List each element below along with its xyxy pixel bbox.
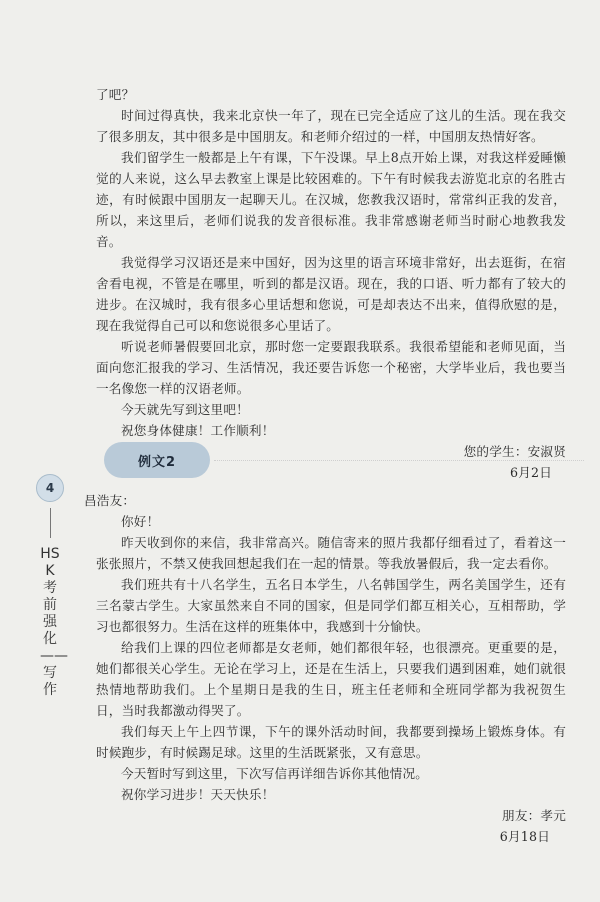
- letter-2-salutation: 昌浩友：: [84, 493, 136, 508]
- letter-2-closing: 今天暂时写到这里，下次写信再详细告诉你其他情况。: [121, 766, 429, 781]
- letter-1-signature: 您的学生：安淑贤: [463, 444, 566, 459]
- letter-2-greeting: 你好！: [121, 514, 160, 529]
- letter-1-opening-line: 了吧？: [96, 87, 135, 102]
- letter-2-wishes: 祝你学习进步！天天快乐！: [121, 787, 275, 802]
- example-label-badge: [104, 442, 210, 478]
- letter-1-paragraph: 时间过得真快，我来北京快一年了，现在已完全适应了这儿的生活。现在我交了很多朋友，其中很多是中国朋友。和老师介绍过的一样，中国朋友热情好客。: [96, 108, 566, 144]
- letter-1-paragraph: 我们留学生一般都是上午有课，下午没课。早上8点开始上课，对我这样爱睡懒觉的人来说，这么早去教室上课是比较困难的。下午有时候我去游览北京的名胜古迹，有时候跟中国朋友一起聊天儿。在汉城，您教我汉语时，常常纠正我的发音，所以，来这里后，老师们说我的发音很标准。我非常感谢老师当时耐心地教我发音。: [96, 150, 566, 249]
- letter-1-date: 6月2日: [509, 465, 552, 480]
- letter-1-paragraph: 听说老师暑假要回北京，那时您一定要跟我联系。我很希望能和老师见面，当面向您汇报我的学习、生活情况，我还要告诉您一个秘密，大学毕业后，我也要当一名像您一样的汉语老师。: [96, 339, 566, 396]
- letter-2-date: 6月18日: [499, 829, 550, 844]
- letter-2-paragraph: 给我们上课的四位老师都是女老师，她们都很年轻，也很漂亮。更重要的是，她们都很关心学生。无论在学习上，还是在生活上，只要我们遇到困难，她们就很热情地帮助我们。上个星期日是我的生日，班主任老师和全班同学都为我祝贺生日，当时我都激动得哭了。: [96, 640, 566, 718]
- section-divider: [214, 460, 584, 461]
- side-divider: [50, 508, 51, 538]
- letter-1-wishes: 祝您身体健康！工作顺利！: [121, 423, 275, 438]
- example-label: 例文2: [137, 454, 177, 470]
- page-number: 4: [36, 474, 64, 502]
- side-title: HSK考前强化——写作: [40, 546, 68, 698]
- letter-1: [96, 84, 566, 483]
- letter-2: [84, 490, 566, 847]
- letter-2-paragraph: 我们每天上午上四节课，下午的课外活动时间，我都要到操场上锻炼身体。有时候跑步，有时候踢足球。这里的生活既紧张，又有意思。: [96, 724, 566, 760]
- letter-2-signature: 朋友：孝元: [502, 808, 566, 823]
- letter-1-paragraph: 我觉得学习汉语还是来中国好，因为这里的语言环境非常好，出去逛街，在宿舍看电视，不管是在哪里，听到的都是汉语。现在，我的口语、听力都有了较大的进步。在汉城时，我有很多心里话想和您说，可是却表达不出来，值得欣慰的是，现在我觉得自己可以和您说很多心里话了。: [96, 255, 566, 333]
- letter-2-paragraph: 昨天收到你的来信，我非常高兴。随信寄来的照片我都仔细看过了，看着这一张张照片，不禁又使我回想起我们在一起的情景。等我放暑假后，我一定去看你。: [96, 535, 566, 571]
- letter-1-closing: 今天就先写到这里吧！: [121, 402, 249, 417]
- letter-2-paragraph: 我们班共有十八名学生，五名日本学生，八名韩国学生，两名美国学生，还有三名蒙古学生。大家虽然来自不同的国家，但是同学们都互相关心，互相帮助，学习也都很努力。生活在这样的班集体中，我感到十分愉快。: [96, 577, 566, 634]
